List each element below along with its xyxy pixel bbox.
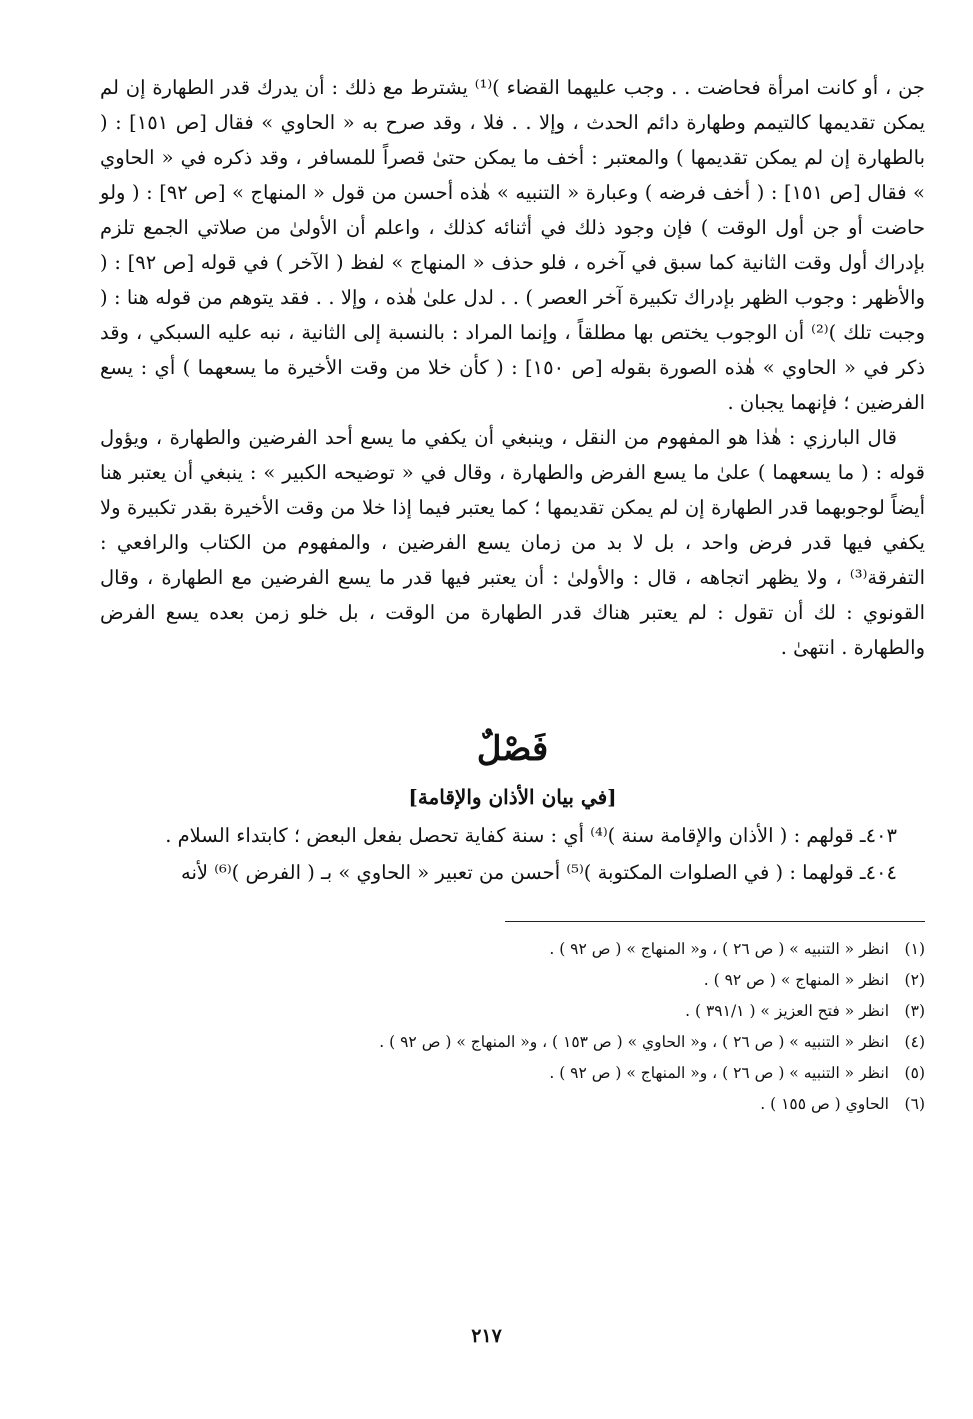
page-number: ٢١٧ (471, 1325, 502, 1347)
chapter-subtitle: [في بيان الأذان والإقامة] (408, 785, 617, 809)
footnote-number: (٥) (904, 1064, 925, 1082)
body-paragraph-1: جن ، أو كانت امرأة فحاضت . . وجب عليهما القضاء )⁽¹⁾ يشترط مع ذلك : أن يدرك قدر الطهارة إن لم يمكن تقديمها كالتيمم وطهارة دائم الحدث ، وإلا . . فلا ، وقد صرح به « الحاوي » فقال [ص ١٥١] : ( بالطهارة إن لم يمكن تقديمها ) والمعتبر : أخف ما يمكن حتىٰ قصراً للمسافر ، وقد ذكره في « الحاوي » فقال [ص ١٥١] : ( أخف فرضه ) وعبارة « التنبيه » هٰذه أحسن من قول « المنهاج » [ص ٩٢] : ( ولو حاضت أو جن أول الوقت ) فإن وجود ذلك في أثنائه كذلك ، واعلم أن الأولىٰ من صلاتي الجمع تلزم بإدراك أول وقت الثانية كما سبق في آخره ، فلو حذف « المنهاج » لفظ ( الآخر ) في قوله [ص ٩٢] : ( والأظهر : وجوب الظهر بإدراك تكبيرة آخر العصر ) . . لدل علىٰ هٰذه ، وإلا . . فقد يتوهم من قوله هنا : ( وجبت تلك )⁽²⁾ أن الوجوب يختص بها مطلقاً ، وإنما المراد : بالنسبة إلى الثانية ، نبه عليه السبكي ، وقد ذكر في « الحاوي » هٰذه الصورة بقوله [ص ١٥٠] : ( كأن خلا من وقت الأخيرة ما يسعهما ) أي : يسع الفرضين ؛ فإنهما يجبان . (100, 76, 926, 414)
chapter-title: فَصْلٌ (476, 729, 549, 769)
book-page (100, 70, 925, 1419)
section-paragraph-404: ٤٠٤ـ قولهما : ( في الصلوات المكتوبة )⁽⁵⁾ أحسن من تعبير « الحاوي » بـ ( الفرض )⁽⁶⁾ لأنه (181, 861, 897, 884)
footnote-number: (٢) (904, 971, 925, 989)
footnote-6 (100, 1089, 925, 1120)
footnote-divider (505, 921, 925, 922)
footnote-text: الحاوي ( ص ١٥٥ ) . (760, 1095, 889, 1113)
chapter-heading (100, 725, 925, 817)
footnote-text: انظر « التنبيه » ( ص ٢٦ ) ، و« الحاوي » ( ص ١٥٣ ) ، و« المنهاج » ( ص ٩٢ ) . (379, 1033, 889, 1051)
body-paragraph-2: قال البارزي : هٰذا هو المفهوم من النقل ، وينبغي أن يكفي ما يسع أحد الفرضين والطهارة ، ويؤول قوله : ( ما يسعهما ) علىٰ ما يسع الفرض والطهارة ، وقال في « توضيحه الكبير » : ينبغي أن يعتبر هنا أيضاً لوجوبهما قدر الطهارة إن لم يمكن تقديمها ؛ كما يعتبر فيما إذا خلا من وقت الأخيرة بقدر تكبيرة ولا يكفي فيها قدر فرض واحد ، بل لا بد من زمان يسع الفرضين ، والمفهوم من الكتاب والرافعي : التفرقة⁽³⁾ ، ولا يظهر اتجاهه ، قال : والأولىٰ : أن يعتبر فيها قدر ما يسع الفرضين مع الطهارة ، وقال القونوي : لك أن تقول : لم يعتبر هناك قدر الطهارة من الوقت ، بل خلو زمن بعده يسع الفرض والطهارة . انتهىٰ . (100, 426, 926, 659)
footnotes (100, 934, 925, 1120)
section-paragraph-403: ٤٠٣ـ قولهم : ( الأذان والإقامة سنة )⁽⁴⁾ أي : سنة كفاية تحصل بفعل البعض ؛ كابتداء السلام . (165, 824, 897, 847)
footnote-text: انظر « فتح العزيز » ( ٣٩١/١ ) . (685, 1002, 889, 1020)
section-text (100, 817, 925, 891)
footnote-number: (٦) (904, 1095, 925, 1113)
footnote-5 (100, 1058, 925, 1089)
footnote-2 (100, 965, 925, 996)
footnote-text: انظر « المنهاج » ( ص ٩٢ ) . (703, 971, 889, 989)
footnote-number: (١) (904, 940, 925, 958)
footnote-text: انظر « التنبيه » ( ص ٢٦ ) ، و« المنهاج » ( ص ٩٢ ) . (549, 1064, 889, 1082)
footnote-1 (100, 934, 925, 965)
footnote-3 (100, 996, 925, 1027)
footnote-number: (٣) (904, 1002, 925, 1020)
footnote-text: انظر « التنبيه » ( ص ٢٦ ) ، و« المنهاج » ( ص ٩٢ ) . (549, 940, 889, 958)
body-text (100, 70, 925, 665)
footnote-number: (٤) (904, 1033, 925, 1051)
footnote-4 (100, 1027, 925, 1058)
